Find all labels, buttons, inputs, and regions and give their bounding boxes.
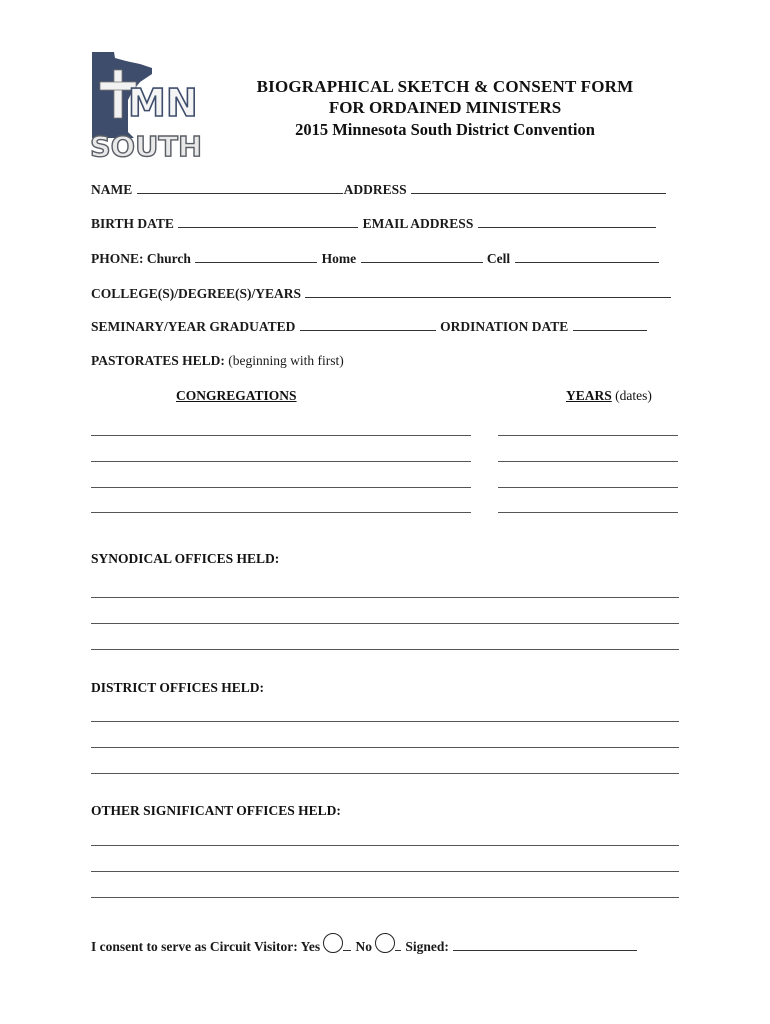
district-line-3[interactable]: [91, 773, 679, 774]
email-label: EMAIL ADDRESS: [362, 216, 474, 231]
logo-south-text: SOUTH: [90, 130, 202, 163]
consent-label: I consent to serve as Circuit Visitor: Yes: [91, 939, 321, 954]
seminary-label: SEMINARY/YEAR GRADUATED: [91, 319, 296, 334]
years-line-4[interactable]: [498, 512, 678, 513]
years-line-2[interactable]: [498, 461, 678, 462]
home-label: Home: [321, 251, 357, 266]
yes-radio[interactable]: [323, 933, 343, 953]
congregation-line-2[interactable]: [91, 461, 471, 462]
synodical-line-3[interactable]: [91, 649, 679, 650]
church-label: Church: [146, 251, 191, 266]
other-line-2[interactable]: [91, 871, 679, 872]
no-radio[interactable]: [375, 933, 395, 953]
form-title-line-1: BIOGRAPHICAL SKETCH & CONSENT FORM: [256, 77, 634, 96]
pastorates-note: (beginning with first): [228, 353, 344, 368]
years-note: (dates): [615, 388, 652, 403]
signature-field[interactable]: [453, 939, 637, 951]
congregation-line-3[interactable]: [91, 487, 471, 488]
synodical-line-2[interactable]: [91, 623, 679, 624]
college-row: [91, 286, 672, 302]
address-field[interactable]: [411, 182, 666, 194]
consent-row: [91, 933, 638, 955]
congregations-column-header: CONGREGATIONS: [176, 388, 297, 403]
ordination-label: ORDINATION DATE: [440, 319, 569, 334]
district-line-1[interactable]: [91, 721, 679, 722]
no-label: No: [355, 939, 372, 954]
years-column-header: [566, 388, 652, 404]
seminary-field[interactable]: [300, 319, 436, 331]
home-phone-field[interactable]: [361, 251, 483, 263]
seminary-row: [91, 319, 648, 335]
years-line-1[interactable]: [498, 435, 678, 436]
mn-south-logo: [88, 48, 206, 163]
email-field[interactable]: [478, 216, 656, 228]
pastorates-heading: [91, 353, 344, 369]
other-offices-heading: OTHER SIGNIFICANT OFFICES HELD:: [91, 803, 341, 818]
district-line-2[interactable]: [91, 747, 679, 748]
name-label: NAME: [91, 182, 133, 197]
congregation-line-4[interactable]: [91, 512, 471, 513]
ordination-date-field[interactable]: [573, 319, 647, 331]
minnesota-map-icon: [88, 48, 206, 163]
birth-date-label: BIRTH DATE: [91, 216, 174, 231]
birth-date-field[interactable]: [178, 216, 358, 228]
yes-underline: [343, 939, 351, 951]
birth-email-row: [91, 216, 657, 232]
phone-label: PHONE:: [91, 251, 144, 266]
church-phone-field[interactable]: [195, 251, 317, 263]
form-title-line-2: FOR ORDAINED MINISTERS: [328, 98, 562, 117]
phone-row: [91, 251, 660, 267]
other-line-3[interactable]: [91, 897, 679, 898]
years-line-3[interactable]: [498, 487, 678, 488]
logo-mn-text: MN: [128, 81, 198, 125]
college-label: COLLEGE(S)/DEGREE(S)/YEARS: [91, 286, 302, 301]
signed-label: Signed:: [405, 939, 449, 954]
congregation-line-1[interactable]: [91, 435, 471, 436]
district-heading: DISTRICT OFFICES HELD:: [91, 680, 265, 695]
years-label: YEARS: [566, 388, 612, 403]
form-subtitle: 2015 Minnesota South District Convention: [295, 120, 595, 139]
synodical-heading: SYNODICAL OFFICES HELD:: [91, 551, 280, 566]
address-label: ADDRESS: [343, 182, 407, 197]
no-underline: [395, 939, 401, 951]
cell-phone-field[interactable]: [515, 251, 659, 263]
pastorates-label: PASTORATES HELD:: [91, 353, 225, 368]
other-line-1[interactable]: [91, 845, 679, 846]
college-field[interactable]: [305, 286, 671, 298]
cell-label: Cell: [486, 251, 511, 266]
synodical-line-1[interactable]: [91, 597, 679, 598]
name-address-row: [91, 182, 667, 198]
name-field[interactable]: [137, 182, 343, 194]
